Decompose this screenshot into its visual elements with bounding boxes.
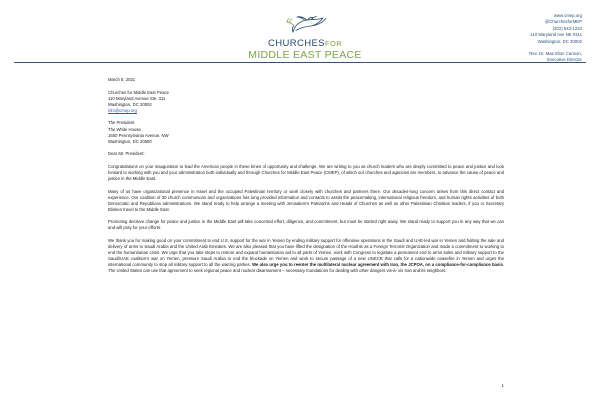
letterhead [0, 0, 600, 63]
paragraph-1: Congratulations on your inauguration to lead the American people in these times of opportunity and challenge. We are writing to you as church leaders who are deeply committed to peace and justice and look forward to working with you and your administration both individually and through Churches for Middle East Peace (CMEP), of which our churches and agencies are members, to advance the cause of peace and justice in the Middle East. [108, 163, 504, 182]
recipient-line-2: The White House [108, 126, 141, 132]
salutation [108, 151, 504, 157]
page-number: 1 [501, 383, 504, 388]
paragraph-4 [108, 238, 504, 275]
contact-website[interactable]: www.cmep.org [553, 13, 582, 18]
recipient-line-4: Washington, DC 20500 [108, 138, 152, 144]
contact-street: 110 Maryland Ave NE #311 [530, 32, 582, 38]
recipient-line-3: 1600 Pennsylvania Avenue, NW [108, 132, 169, 138]
signatory-name: Rev. Dr. Mae Elise Cannon, [529, 51, 582, 57]
contact-city-state-zip: Washington, DC 20002 [537, 38, 582, 44]
sender-address-block [108, 90, 504, 114]
logo-word-churches: CHURCHES [267, 38, 325, 49]
paragraph-4-part-1: We thank you for making good on your commitment to end U.S. support for the war in Yemen by ending military support for offensive operations in the Saudi and UAE-led war in Yemen and halting the sale and delivery of arms to Saudi Arabia and the United Arab Emirates. We are also pleased that you have lifted the designation of the Houthis as a Foreign Terrorist Organization and made a commitment to working to end the humanitarian crisis. We urge that you take steps to restore and expand humanitarian aid to all parts of Yemen, work with Congress to legislate a permanent end to arms sales and military support to the Saudi/UAE coalition's war on Yemen, pressure Saudi Arabia to end the blockade on Yemen and work to secure passage of a new UNSCR that calls for a nationwide ceasefire in Yemen and urges the international community to stop all military support to all the warring parties. [108, 237, 504, 268]
cmep-logo [248, 10, 361, 61]
salutation-text: Dear Mr. President: [108, 151, 145, 157]
paragraph-2: Many of us have organizational presence in Israel and the occupied Palestinian territory or work closely with churches and partners there. Our decades-long concern arises from this direct contact and experience. Our coalition of 30 church communions and organizations has long provided information and contacts to assist the peacemaking, international religious freedom, and human rights activities of both Democratic and Republican administrations. We stand ready to help arrange a meeting with Jerusalem's Patriarchs and Heads of Churches as well as other Palestinian Christian leaders, if you or Secretary Blinken travel to the Middle East. [108, 188, 504, 212]
letter-date: March 8, 2021 [108, 77, 136, 82]
contact-phone: (202) 543-1222 [552, 25, 582, 31]
logo-line-two: MIDDLE EAST PEACE [248, 49, 362, 61]
sender-org: Churches for Middle East Peace [108, 89, 169, 95]
paragraph-3: Promoting decisive change for peace and justice in the Middle East will take concerted effort, diligence, and commitment, but must be started right away. We stand ready to support you in any way that we can and will pray for your efforts. [108, 219, 504, 231]
logo-word-for: FOR [325, 39, 343, 48]
paragraph-4-part-2: The United States can use that agreement to seek regional peace and nuclear disarmament – necessary foundations for dealing with other dangers vis-à- vis Iran and its neighbors. [108, 268, 447, 274]
contact-info [529, 13, 582, 64]
recipient-line-1: The President [108, 120, 135, 126]
sender-city-state-zip: Washington, DC 20002 [108, 101, 152, 107]
contact-twitter[interactable]: @ChurchesforMEP [544, 19, 582, 25]
sender-email-link[interactable]: info@cmep.org [108, 107, 137, 113]
letter-body [0, 63, 600, 275]
paragraph-4-bold-emphasis: We also urge you to reenter the multilateral nuclear agreement with Iran, the JCPOA, on a compliance-for-compliance basis. [252, 262, 504, 268]
dove-with-olive-branch-icon [278, 10, 332, 37]
logo-line-one [268, 38, 342, 49]
date-block [108, 77, 504, 83]
recipient-address-block [108, 120, 504, 144]
signatory-title: Executive Director [547, 57, 582, 63]
sender-street: 110 Maryland Avenue Ste. 311 [108, 95, 166, 101]
